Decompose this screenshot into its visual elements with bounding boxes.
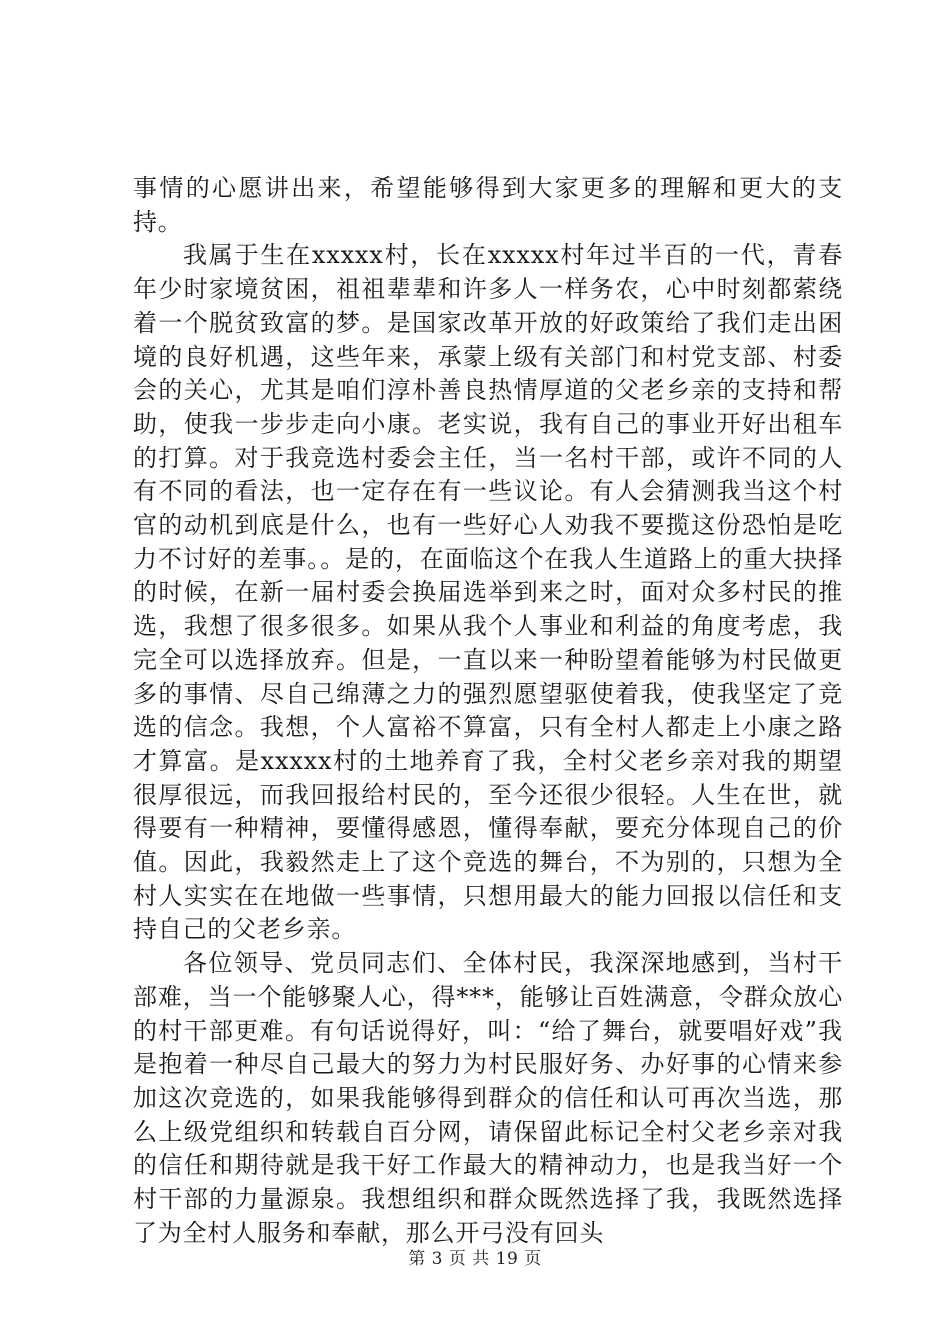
paragraph-2: 我属于生在xxxxx村，长在xxxxx村年过半百的一代，青春年少时家境贫困，祖祖辈辈和许多人一样务农，心中时刻都萦绕着一个脱贫致富的梦。是国家改革开放的好政策给了我们走出困境的良好机遇，这些年来，承蒙上级有关部门和村党支部、村委会的关心，尤其是咱们淳朴善良热情厚道的父老乡亲的支持和帮助，使我一步步走向小康。老实说，我有自己的事业开好出租车的打算。对于我竞选村委会主任，当一名村干部，或许不同的人有不同的看法，也一定存在有一些议论。有人会猜测我当这个村官的动机到底是什么，也有一些好心人劝我不要揽这份恐怕是吃力不讨好的差事。。是的，在面临这个在我人生道路上的重大抉择的时候，在新一届村委会换届选举到来之时，面对众多村民的推选，我想了很多很多。如果从我个人事业和利益的角度考虑，我完全可以选择放弃。但是，一直以来一种盼望着能够为村民做更多的事情、尽自己绵薄之力的强烈愿望驱使着我，使我坚定了竞选的信念。我想，个人富裕不算富，只有全村人都走上小康之路才算富。是xxxxx村的土地养育了我，全村父老乡亲对我的期望很厚很远，而我回报给村民的，至今还很少很轻。人生在世，就得要有一种精神，要懂得感恩，懂得奉献，要充分体现自己的价值。因此，我毅然走上了这个竞选的舞台，不为别的，只想为全村人实实在在地做一些事情，只想用最大的能力回报以信任和支持自己的父老乡亲。 — [133, 241, 843, 944]
page-number-footer: 第 3 页 共 19 页 — [408, 1249, 542, 1269]
paragraph-3: 各位领导、党员同志们、全体村民，我深深地感到，当村干部难，当一个能够聚人心，得***，能够让百姓满意，令群众放心的村干部更难。有句话说得好，叫：“给了舞台，就要唱好戏”我是抱着一种尽自己最大的努力为村民服好务、办好事的心情来参加这次竞选的，如果我能够得到群众的信任和认可再次当选，那么上级党组织和转载自百分网，请保留此标记全村父老乡亲对我的信任和期待就是我干好工作最大的精神动力，也是我当好一个村干部的力量源泉。我想组织和群众既然选择了我，我既然选择了为全村人服务和奉献，那么开弓没有回头 — [133, 949, 843, 1247]
document-body — [133, 172, 843, 1251]
paragraph-1: 事情的心愿讲出来，希望能够得到大家更多的理解和更大的支持。 — [133, 174, 843, 236]
